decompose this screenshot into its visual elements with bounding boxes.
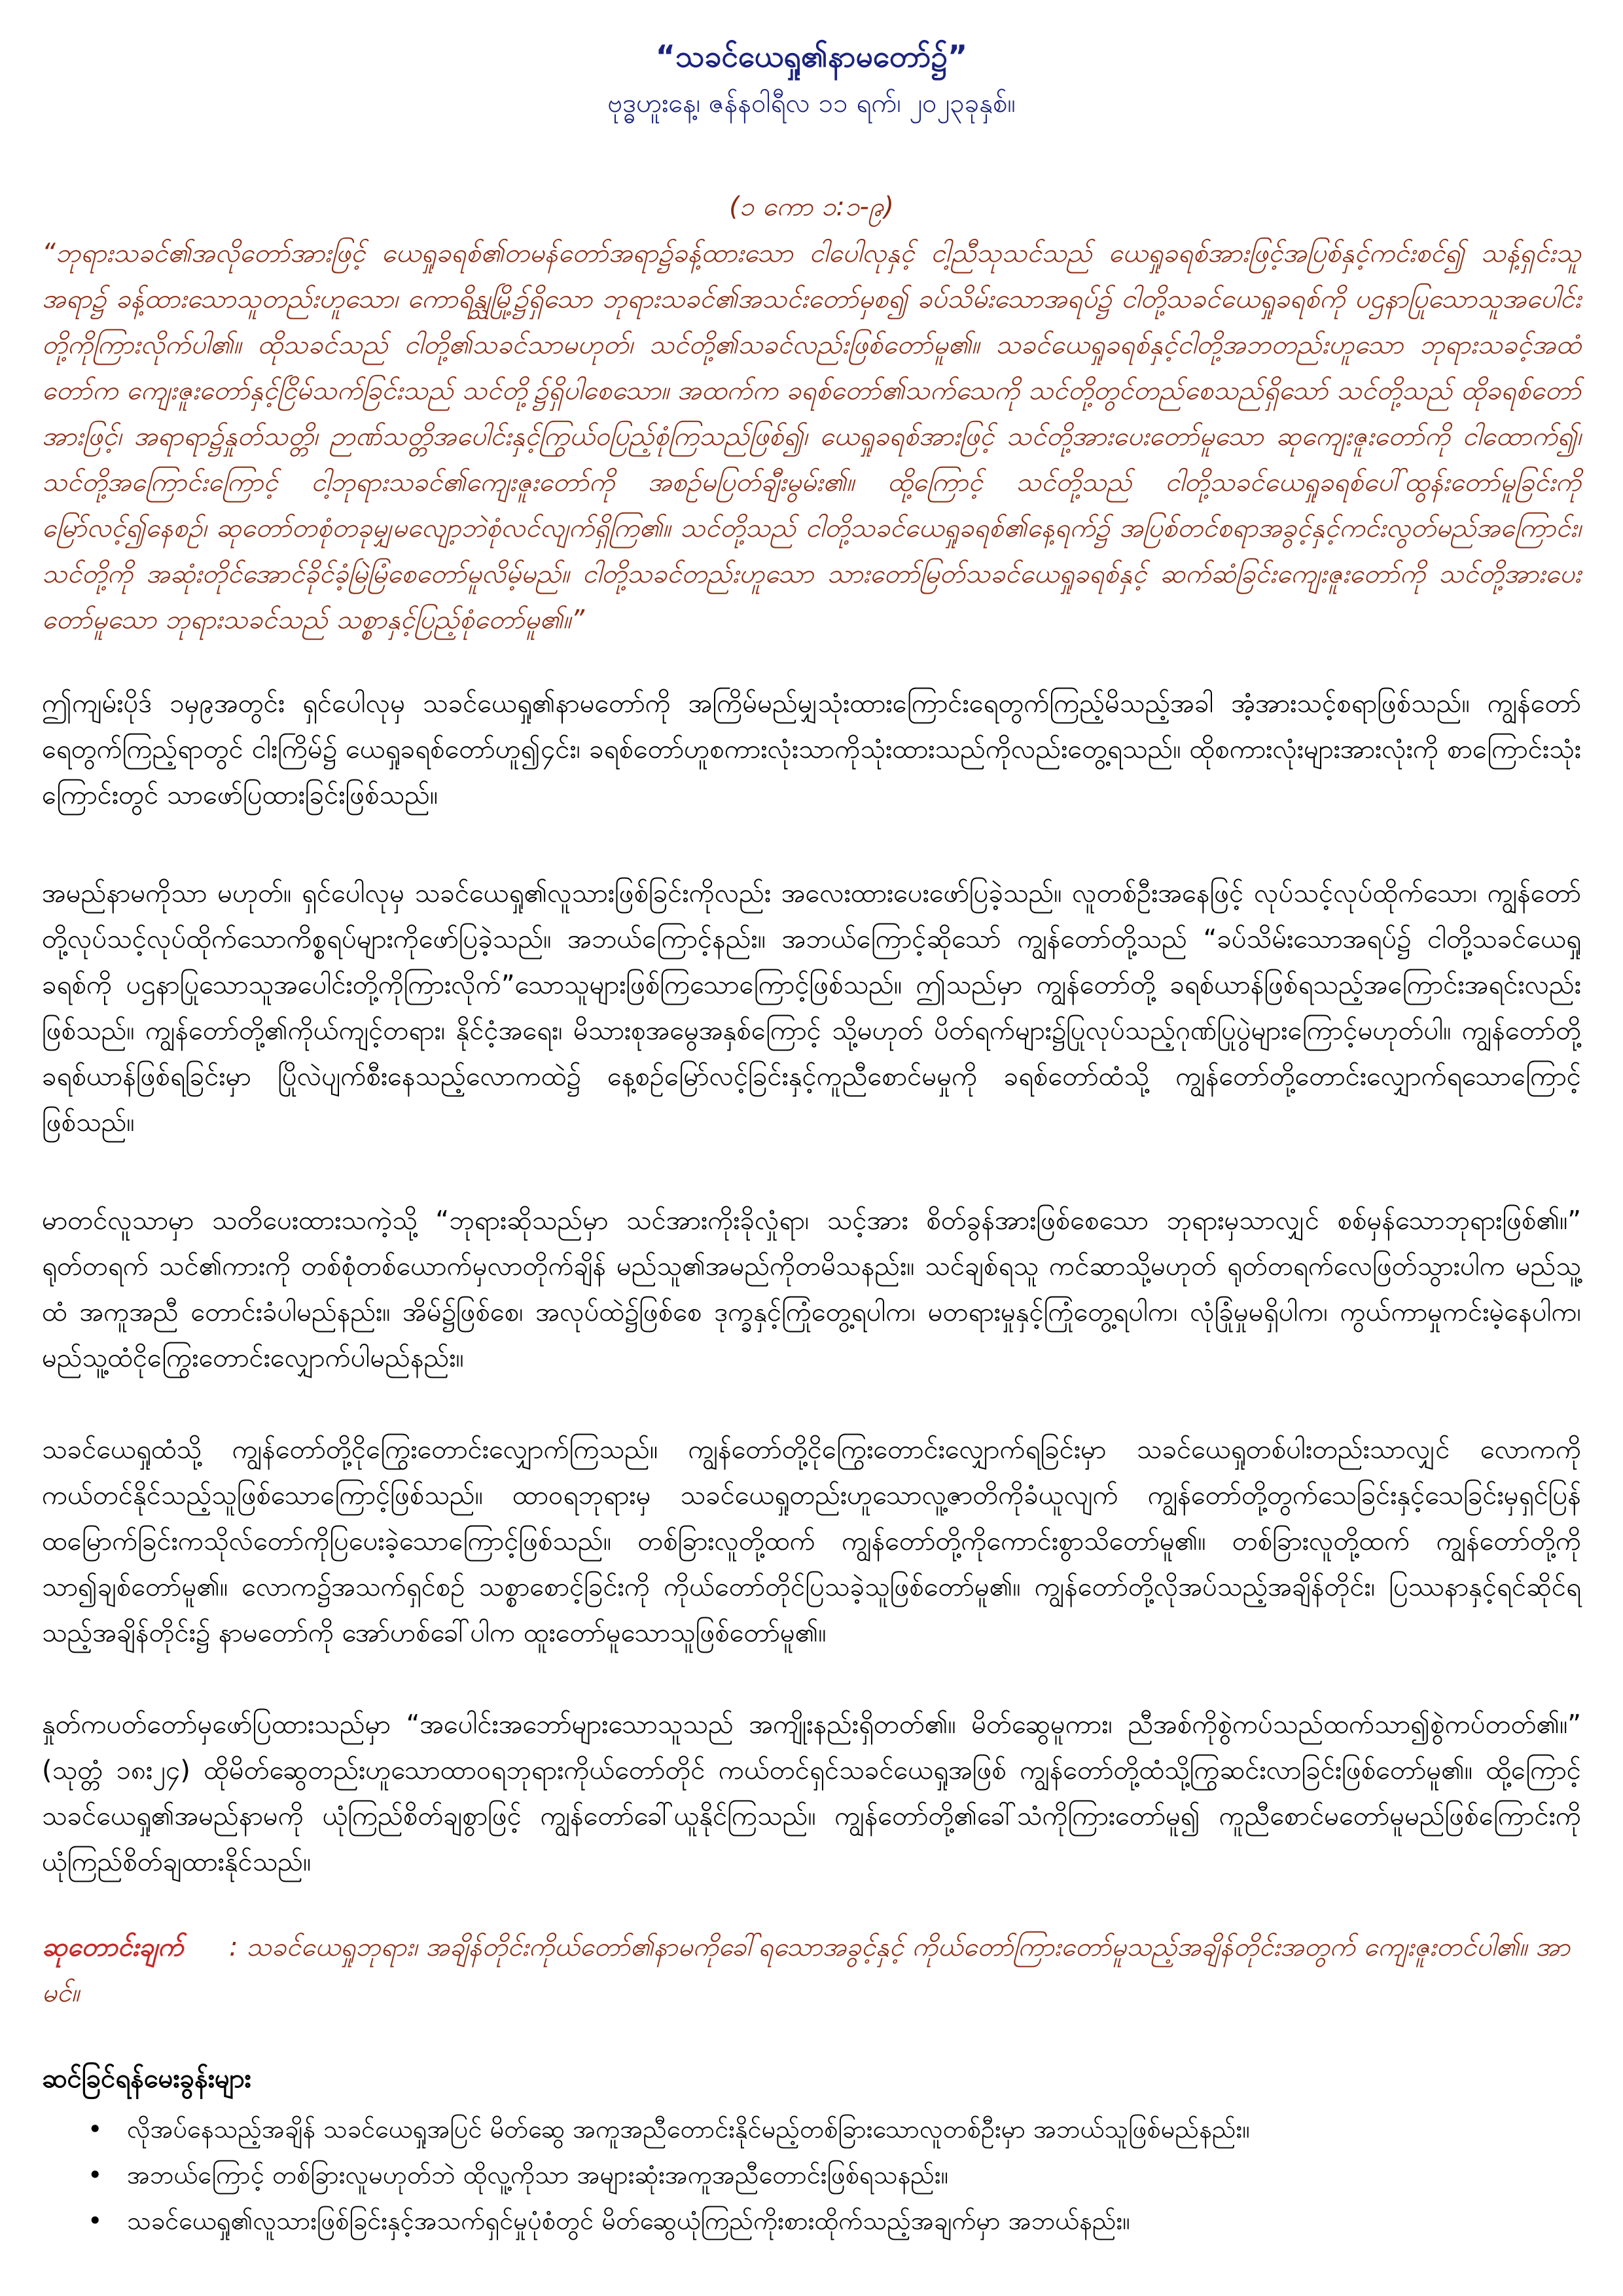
- list-item: [42, 2106, 1581, 2152]
- scripture-passage: “ဘုရားသခင်၏အလိုတော်အားဖြင့် ယေရှုခရစ်၏တမန်တော်အရာ၌ခန့်ထားသော ငါပေါလုနှင့် ငါ့ညီသုသင်သည် ယေရှုခရစ်အားဖြင့်အပြစ်နှင့်ကင်းစင်၍ သန့်ရှင်းသူအရာ၌ ခန့်ထားသောသူတည်းဟူသော၊ ကောရိန္သုမြို့၌ရှိသော ဘုရားသခင်၏အသင်းတော်မှစ၍ ခပ်သိမ်းသောအရပ်၌ ငါတို့သခင်ယေရှုခရစ်ကို ပဌနာပြုသောသူအပေါင်းတို့ကိုကြားလိုက်ပါ၏။ ထိုသခင်သည် ငါတို့၏သခင်သာမဟုတ်၊ သင်တို့၏သခင်လည်းဖြစ်တော်မူ၏။ သခင်ယေရှုခရစ်နှင့်ငါတို့အဘတည်းဟူသော ဘုရားသခင့်အထံတော်က ကျေးဇူးတော်နှင့်ငြိမ်သက်ခြင်းသည် သင်တို့၌ရှိပါစေသော။ အထက်က ခရစ်တော်၏သက်သေကို သင်တို့တွင်တည်စေသည်ရှိသော် သင်တို့သည် ထိုခရစ်တော်အားဖြင့်၊ အရာရာ၌နှုတ်သတ္တိ၊ ဉာဏ်သတ္တိအပေါင်းနှင့်ကြွယ်ဝပြည့်စုံကြသည်ဖြစ်၍၊ ယေရှုခရစ်အားဖြင့် သင်တို့အားပေးတော်မူသော ဆုကျေးဇူးတော်ကို ငါထောက်၍၊ သင်တို့အကြောင်းကြောင့် ငါ့ဘုရားသခင်၏ကျေးဇူးတော်ကို အစဉ်မပြတ်ချီးမွမ်း၏။ ထို့ကြောင့် သင်တို့သည် ငါတို့သခင်ယေရှုခရစ်ပေါ်ထွန်းတော်မူခြင်းကို မြော်လင့်၍နေစဉ်၊ ဆုတော်တစုံတခုမျှမလျော့ဘဲစုံလင်လျက်ရှိကြ၏။ သင်တို့သည် ငါတို့သခင်ယေရှုခရစ်၏နေ့ရက်၌ အပြစ်တင်စရာအခွင့်နှင့်ကင်းလွတ်မည်အကြောင်း၊ သင်တို့ကို အဆုံးတိုင်အောင်ခိုင်ခံ့မြဲမြံစေတော်မူလိမ့်မည်။ ငါတို့သခင်တည်းဟူသော သားတော်မြတ်သခင်ယေရှုခရစ်နှင့် ဆက်ဆံခြင်းကျေးဇူးတော်ကို သင်တို့အားပေးတော်မူသော ဘုရားသခင်သည် သစ္စာနှင့်ပြည့်စုံတော်မူ၏။”: [42, 238, 1581, 635]
- bullet-icon: •: [88, 2206, 103, 2235]
- bullet-icon: •: [88, 2115, 103, 2144]
- questions-heading: ဆင်ခြင်ရန်မေးခွန်းများ: [42, 2064, 251, 2094]
- questions-list: [42, 2106, 1581, 2244]
- list-item: [42, 2152, 1581, 2198]
- body-paragraph-3: မာတင်လူသာမှာ သတိပေးထားသကဲ့သို့ “ဘုရားဆိုသည်မှာ သင်အားကိုးခိုလှုံရာ၊ သင့်အား စိတ်ခွန်အားဖြစ်စေသော ဘုရားမှသာလျှင် စစ်မှန်သောဘုရားဖြစ်၏။” ရုတ်တရက် သင်၏ကားကို တစ်စုံတစ်ယောက်မှလာတိုက်ချိန် မည်သူ၏အမည်ကိုတမိသနည်း။ သင်ချစ်ရသူ ကင်ဆာသို့မဟုတ် ရုတ်တရက်လေဖြတ်သွားပါက မည်သူ့ထံ အကူအညီ တောင်းခံပါမည်နည်း။ အိမ်၌ဖြစ်စေ၊ အလုပ်ထဲ၌ဖြစ်စေ ဒုက္ခနှင့်ကြုံတွေ့ရပါက၊ မတရားမှုနှင့်ကြုံတွေ့ရပါက၊ လုံခြုံမှုမရှိပါက၊ ကွယ်ကာမှုကင်းမဲ့နေပါက၊ မည်သူ့ထံငိုကြွေးတောင်းလျှောက်ပါမည်နည်း။: [42, 1206, 1581, 1373]
- list-item: [42, 2198, 1581, 2244]
- scripture-reference: (၁ ကော ၁:၁-၉): [729, 192, 894, 222]
- prayer-label: ဆုတောင်းချက်: [42, 1932, 184, 1962]
- prayer-text: : သခင်ယေရှုဘုရား၊ အချိန်တိုင်းကိုယ်တော်၏နာမကိုခေါ်ရသောအခွင့်နှင့် ကိုယ်တော်ကြားတော်မူသည့်အချိန်တိုင်းအတွက် ကျေးဇူးတင်ပါ၏။ အာမင်။: [42, 1932, 1571, 2008]
- question-text: အဘယ်ကြောင့် တစ်ခြားလူမဟုတ်ဘဲ ထိုလူ့ကိုသာ အများဆုံးအကူအညီတောင်းဖြစ်ရသနည်း။: [127, 2161, 949, 2189]
- body-paragraph-5: နှုတ်ကပတ်တော်မှဖော်ပြထားသည်မှာ “အပေါင်းအဘော်များသောသူသည် အကျိုးနည်းရှိတတ်၏။ မိတ်ဆွေမူကား၊ ညီအစ်ကိုစွဲကပ်သည်ထက်သာ၍စွဲကပ်တတ်၏။” (သုတ္တံ ၁၈း၂၄) ထိုမိတ်ဆွေတည်းဟူသောထာဝရဘုရားကိုယ်တော်တိုင် ကယ်တင်ရှင်သခင်ယေရှုအဖြစ် ကျွန်တော်တို့ထံသို့ကြွဆင်းလာခြင်းဖြစ်တော်မူ၏။ ထို့ကြောင့် သခင်ယေရှု၏အမည်နာမကို ယုံကြည်စိတ်ချစွာဖြင့် ကျွန်တော်ခေါ်ယူနိုင်ကြသည်။ ကျွန်တော်တို့၏ခေါ်သံကိုကြားတော်မူ၍ ကူညီစောင်မတော်မူမည်ဖြစ်ကြောင်းကို ယုံကြည်စိတ်ချထားနိုင်သည်။: [42, 1710, 1581, 1877]
- bullet-icon: •: [88, 2161, 103, 2189]
- page-title: “သခင်ယေရှု၏နာမတော်၌”: [655, 39, 968, 74]
- date-line: ဗုဒ္ဓဟူးနေ့၊ ဇန်နဝါရီလ ၁၁ ရက်၊ ၂၀၂၃ခုနှစ်။: [607, 88, 1016, 118]
- question-text: လိုအပ်နေသည့်အချိန် သခင်ယေရှုအပြင် မိတ်ဆွေ အကူအညီတောင်းနိုင်မည့်တစ်ခြားသောလူတစ်ဦးမှာ အဘယ်သူဖြစ်မည်နည်း။: [127, 2115, 1250, 2144]
- prayer-section: [42, 1924, 1581, 2016]
- body-paragraph-2: အမည်နာမကိုသာ မဟုတ်။ ရှင်ပေါလုမှ သခင်ယေရှု၏လူသားဖြစ်ခြင်းကိုလည်း အလေးထားပေးဖော်ပြခဲ့သည်။ လူတစ်ဦးအနေဖြင့် လုပ်သင့်လုပ်ထိုက်သော၊ ကျွန်တော်တို့လုပ်သင့်လုပ်ထိုက်သောကိစ္စရပ်များကိုဖော်ပြခဲ့သည်။ အဘယ်ကြောင့်နည်း။ အဘယ်ကြောင့်ဆိုသော် ကျွန်တော်တို့သည် “ခပ်သိမ်းသောအရပ်၌ ငါတို့သခင်ယေရှုခရစ်ကို ပဌနာပြုသောသူအပေါင်းတို့ကိုကြားလိုက်”သောသူများဖြစ်ကြသောကြောင့်ဖြစ်သည်။ ဤသည်မှာ ကျွန်တော်တို့ ခရစ်ယာန်ဖြစ်ရသည့်အကြောင်းအရင်းလည်းဖြစ်သည်။ ကျွန်တော်တို့၏ကိုယ်ကျင့်တရား၊ နိုင်ငံ့အရေး၊ မိသားစုအမွေအနှစ်ကြောင့် သို့မဟုတ် ပိတ်ရက်များ၌ပြုလုပ်သည့်ဂုဏ်ပြုပွဲများကြောင့်မဟုတ်ပါ။ ကျွန်တော်တို့ခရစ်ယာန်ဖြစ်ရခြင်းမှာ ပြိုလဲပျက်စီးနေသည့်လောကထဲ၌ နေ့စဉ်မြော်လင့်ခြင်းနှင့်ကူညီစောင်မမှုကို ခရစ်တော်ထံသို့ ကျွန်တော်တို့တောင်းလျှောက်ရသောကြောင့်ဖြစ်သည်။: [42, 878, 1581, 1138]
- body-paragraph-1: ဤကျမ်းပိုဒ် ၁မှ၉အတွင်း ရှင်ပေါလုမှ သခင်ယေရှု၏နာမတော်ကို အကြိမ်မည်မျှသုံးထားကြောင်းရေတွက်ကြည့်မိသည့်အခါ အံ့အားသင့်စရာဖြစ်သည်။ ကျွန်တော်ရေတွက်ကြည့်ရာတွင် ငါးကြိမ်၌ ယေရှုခရစ်တော်ဟူ၍၄င်း၊ ခရစ်တော်ဟူစကားလုံးသာကိုသုံးထားသည်ကိုလည်းတွေ့ရသည်။ ထိုစကားလုံးများအားလုံးကို စာကြောင်းသုံးကြောင်းတွင် သာဖော်ပြထားခြင်းဖြစ်သည်။: [42, 689, 1581, 810]
- body-paragraph-4: သခင်ယေရှုထံသို့ ကျွန်တော်တို့ငိုကြွေးတောင်းလျှောက်ကြသည်။ ကျွန်တော်တို့ငိုကြွေးတောင်းလျှောက်ရခြင်းမှာ သခင်ယေရှုတစ်ပါးတည်းသာလျှင် လောကကို ကယ်တင်နိုင်သည့်သူဖြစ်သောကြောင့်ဖြစ်သည်။ ထာဝရဘုရားမှ သခင်ယေရှုတည်းဟူသောလူ့ဇာတိကိုခံယူလျက် ကျွန်တော်တို့တွက်သေခြင်းနှင့်သေခြင်းမှရှင်ပြန်ထမြောက်ခြင်းကသိုလ်တော်ကိုပြပေးခဲ့သောကြောင့်ဖြစ်သည်။ တစ်ခြားလူတို့ထက် ကျွန်တော်တို့ကိုကောင်းစွာသိတော်မူ၏။ တစ်ခြားလူတို့ထက် ကျွန်တော်တို့ကို သာ၍ချစ်တော်မူ၏။ လောက၌အသက်ရှင်စဉ် သစ္စာစောင့်ခြင်းကို ကိုယ်တော်တိုင်ပြသခဲ့သူဖြစ်တော်မူ၏။ ကျွန်တော်တို့လိုအပ်သည့်အချိန်တိုင်း၊ ပြဿနာနှင့်ရင်ဆိုင်ရသည့်အချိန်တိုင်း၌ နာမတော်ကို အော်ဟစ်ခေါ်ပါက ထူးတော်မူသောသူဖြစ်တော်မူ၏။: [42, 1435, 1581, 1648]
- question-text: သခင်ယေရှု၏လူသားဖြစ်ခြင်းနှင့်အသက်ရှင်မှုပုံစံတွင် မိတ်ဆွေယုံကြည်ကိုးစားထိုက်သည့်အချက်မှာ အဘယ်နည်း။: [127, 2206, 1130, 2235]
